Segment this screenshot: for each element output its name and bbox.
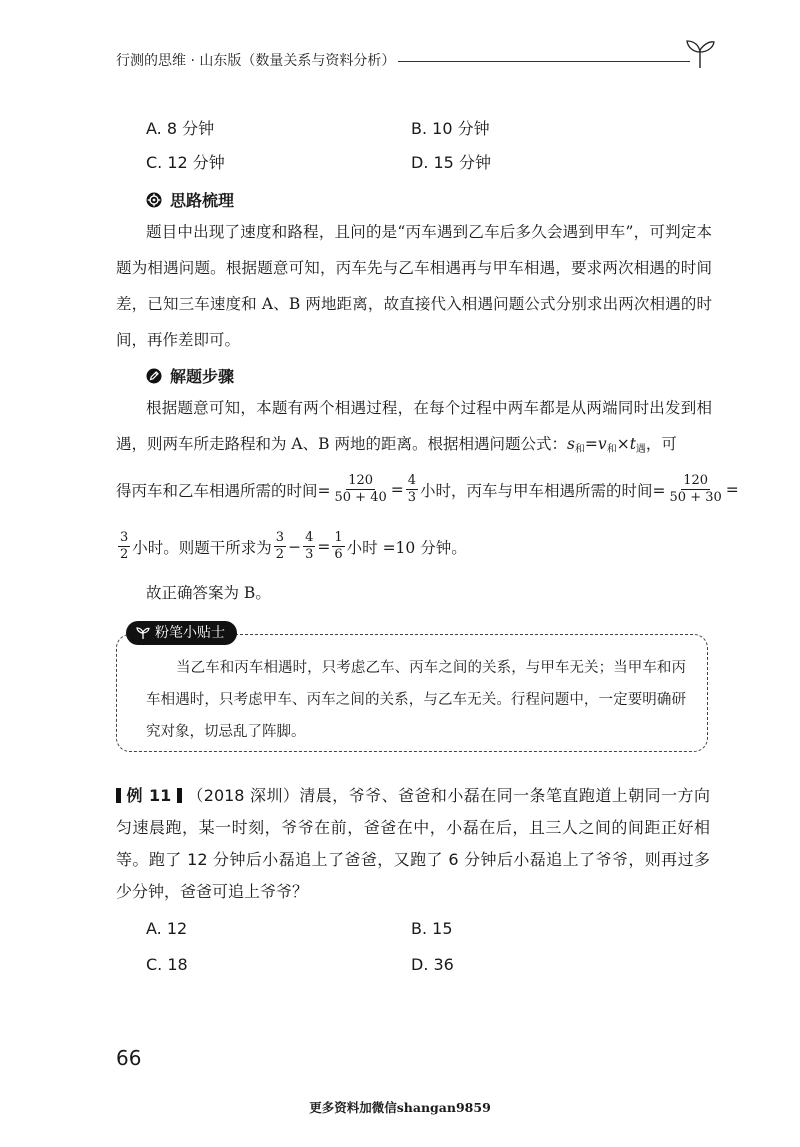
- line3-prefix: 得丙车和乙车相遇所需的时间=: [116, 481, 331, 500]
- solution-line-3: 得丙车和乙车相遇所需的时间= $\frac{120}{50 + 40}$ = $\frac{4}{3}$ 小时，丙车与甲车相遇所需的时间= $\frac{120}{50 + 30}$ =: [116, 473, 739, 505]
- example-11: [116, 780, 710, 908]
- fraction-120-90: $\frac{120}{50 + 40}$: [334, 473, 387, 505]
- ex-option-a: A. 12: [146, 919, 188, 938]
- solution-text-body: 根据题意可知，本题有两个相遇过程，在每个过程中两车都是从两端同时出发到相遇，则两车所走路程和为 A、B 两地的距离。根据相遇问题公式：: [116, 399, 712, 453]
- tag-bar-right: [177, 788, 182, 803]
- analysis-text: 题目中出现了速度和路程，且问的是“丙车遇到乙车后多久会遇到甲车”，可判定本题为相遇问题。根据题意可知，丙车先与乙车相遇再与甲车相遇，要求两次相遇的时间差，已知三车速度和 A、B 两地距离，故直接代入相遇问题公式分别求出两次相遇的时间，再作差即可。: [116, 223, 712, 349]
- fraction-120-80: $\frac{120}{50 + 30}$: [669, 473, 722, 505]
- footer-note: 更多资料加微信shangan9859: [309, 1100, 491, 1115]
- fraction-4-3: $\frac{4}{3}$: [407, 473, 417, 505]
- analysis-title: 思路梳理: [170, 191, 235, 210]
- solution-line-4: $\frac{3}{2}$ 小时。则题干所求为 $\frac{3}{2}$ − $\frac{4}{3}$ = $\frac{1}{6}$ 小时 =10 分钟。: [120, 530, 467, 562]
- pen-icon: [146, 368, 162, 384]
- example-text: （2018 深圳）清晨，爷爷、爸爸和小磊在同一条笔直跑道上朝同一方向匀速晨跑，某一时刻，爷爷在前，爸爸在中，小磊在后，且三人之间的间距正好相等。跑了 12 分钟后小磊追上了爸爸，又跑了 6 分钟后小磊追上了爷爷，则再过多少分钟，爸爸可追上爷爷？: [116, 786, 710, 901]
- solution-text: [116, 390, 712, 468]
- running-header: 行测的思维 · 山东版（数量关系与资料分析）: [116, 53, 396, 69]
- header-rule: [398, 61, 690, 62]
- tip-text: 当乙车和丙车相遇时，只考虑乙车、丙车之间的关系，与甲车无关；当甲车和丙车相遇时，只考虑甲车、丙车之间的关系，与乙车无关。行程问题中，一定要明确研究对象，切忌乱了阵脚。: [146, 660, 686, 740]
- analysis-heading: [146, 188, 234, 211]
- option-d: D. 15 分钟: [411, 153, 491, 172]
- option-b: B. 10 分钟: [411, 119, 490, 138]
- ex-option-d: D. 36: [411, 955, 454, 974]
- option-c: C. 12 分钟: [146, 153, 225, 172]
- page-number: 66: [116, 1046, 142, 1070]
- ex-option-c: C. 18: [146, 955, 188, 974]
- fraction-1-6: $\frac{1}{6}$: [334, 530, 343, 562]
- fraction-4-3-b: $\frac{4}{3}$: [305, 530, 314, 562]
- ex-option-b: B. 15: [411, 919, 453, 938]
- solution-title: 解题步骤: [170, 367, 235, 386]
- tip-label-text: 粉笔小贴士: [155, 625, 225, 641]
- tip-label: [126, 621, 237, 645]
- formula-tail: ，可: [645, 435, 677, 453]
- fraction-3-2-b: $\frac{3}{2}$: [275, 530, 285, 562]
- solution-heading: [146, 364, 234, 387]
- sprout-icon: [684, 36, 716, 70]
- gear-icon: [146, 192, 162, 208]
- formula: $s_和=v_和\times t_遇$: [566, 435, 646, 455]
- example-tag: 例 11: [126, 786, 172, 805]
- sprout-small-icon: [136, 626, 150, 640]
- answer-line: 故正确答案为 B。: [146, 584, 271, 602]
- option-a: A. 8 分钟: [146, 119, 215, 138]
- line3-mid: 小时，丙车与甲车相遇所需的时间=: [420, 481, 666, 500]
- fraction-3-2: $\frac{3}{2}$: [120, 530, 129, 562]
- tag-bar-left: [116, 788, 121, 803]
